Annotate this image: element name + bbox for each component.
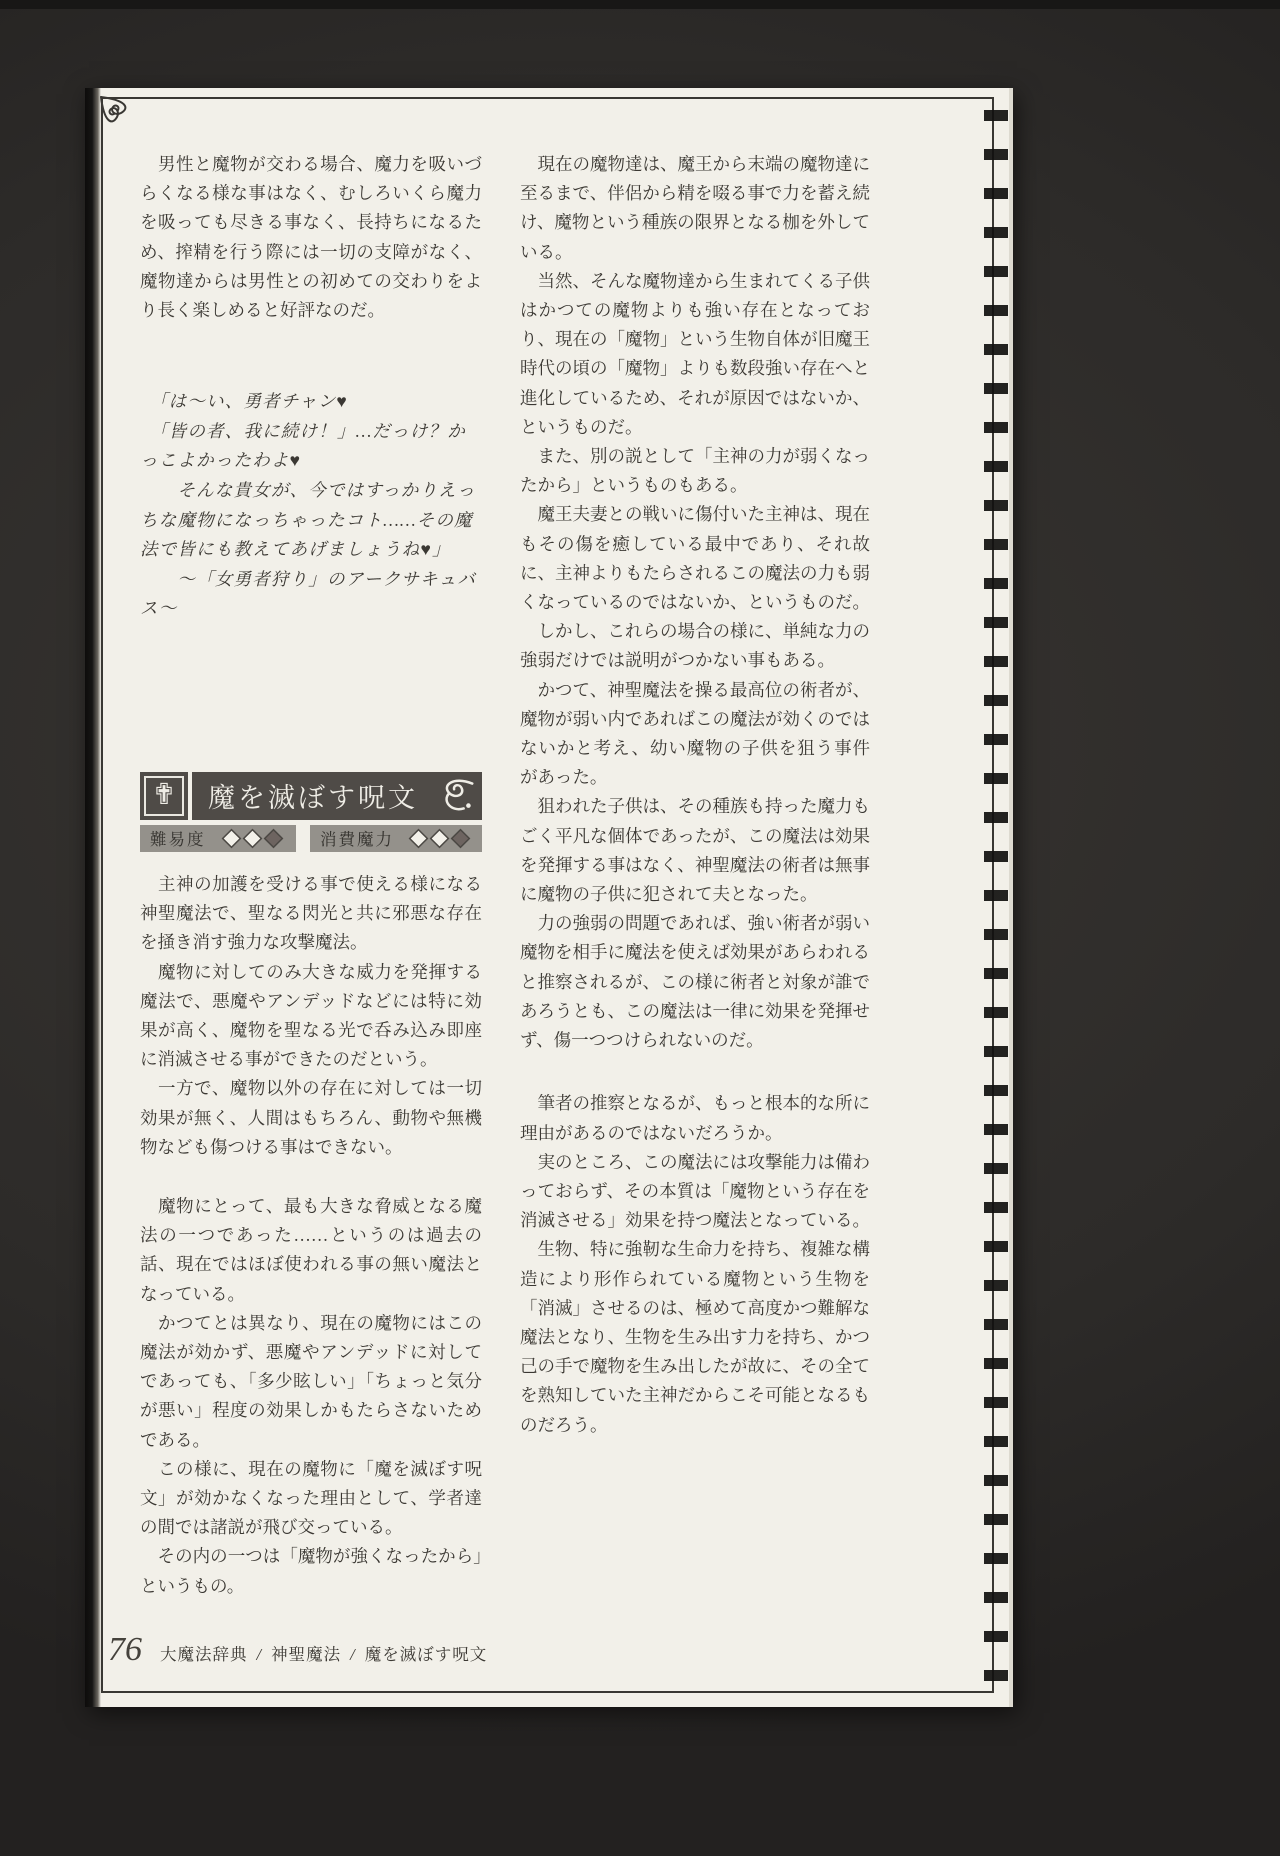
difficulty-badge (140, 825, 296, 852)
right-column-part1 (520, 150, 870, 1055)
paragraph: その内の一つは「魔物が強くなったから」というもの。 (140, 1546, 482, 1596)
section-body-part1 (140, 870, 482, 1162)
diamond-icon (266, 831, 282, 847)
section-header (140, 772, 482, 852)
mana-cost-label: 消費魔力 (320, 830, 394, 850)
paragraph: 実のところ、この魔法には攻撃能力は備わっておらず、その本質は「魔物という存在を消滅させる」効果を持つ魔法となっている。 (520, 1151, 870, 1231)
paragraph: 現在の魔物達は、魔王から末端の魔物達に至るまで、伴侶から精を啜る事で力を蓄え続け、魔物という種族の限界となる枷を外している。 (520, 154, 870, 262)
binding-stitches (984, 110, 1008, 1695)
paragraph: 当然、そんな魔物達から生まれてくる子供はかつての魔物よりも強い存在となっており、現在の「魔物」という生物自体が旧魔王時代の頃の「魔物」よりも数段強い存在へと進化しているため、それが原因ではないか、というものだ。 (520, 270, 870, 437)
breadcrumb-item: 魔を滅ぼす呪文 (364, 1645, 488, 1664)
quote-line: 「皆の者、我に続け！」…だっけ？かっこよかったわよ♥ (140, 420, 466, 471)
breadcrumb (160, 1641, 487, 1665)
diamond-icon (432, 831, 448, 847)
left-column (140, 150, 482, 1601)
stat-badges-row (140, 825, 482, 852)
right-column (520, 150, 870, 1601)
paragraph: 力の強弱の問題であれば、強い術者が弱い魔物を相手に魔法を使えば効果があらわれると推察されるが、この様に術者と対象が誰であろうとも、この魔法は一律に効果を発揮せず、傷一つつけられないのだ。 (520, 913, 870, 1051)
page-content (140, 150, 870, 1601)
banner-flourish-icon (434, 774, 478, 818)
paragraph: この様に、現在の魔物に「魔を滅ぼす呪文」が効かなくなった理由として、学者達の間では諸説が飛び交っている。 (140, 1458, 482, 1538)
breadcrumb-separator: / (350, 1645, 356, 1664)
difficulty-label: 難易度 (150, 830, 206, 850)
difficulty-diamonds (207, 833, 284, 844)
page-number: 76 (108, 1631, 142, 1668)
section-title-banner (192, 772, 482, 820)
quote-block (140, 387, 482, 624)
mana-cost-diamonds (394, 833, 471, 844)
paragraph: 主神の加護を受ける事で使える様になる神聖魔法で、聖なる閃光と共に邪悪な存在を掻き消す強力な攻撃魔法。 (140, 873, 482, 953)
breadcrumb-separator: / (256, 1645, 263, 1664)
page-footer (108, 1633, 487, 1667)
paragraph: 魔物にとって、最も大きな脅威となる魔法の一つであった……というのは過去の話、現在ではほぼ使われる事の無い魔法となっている。 (140, 1196, 482, 1304)
paragraph: 魔物に対してのみ大きな威力を発揮する魔法で、悪魔やアンデッドなどには特に効果が高く、魔物を聖なる光で呑み込み即座に消滅させる事ができたのだという。 (140, 961, 482, 1070)
paragraph: また、別の説として「主神の力が弱くなったから」というものもある。 (520, 446, 870, 496)
mana-cost-badge (310, 825, 482, 852)
diamond-icon (224, 831, 240, 847)
cross-icon: ✟ (151, 779, 177, 812)
section-title: 魔を滅ぼす呪文 (208, 783, 418, 814)
cross-box (140, 772, 188, 820)
paragraph: 男性と魔物が交わる場合、魔力を吸いづらくなる様な事はなく、むしろいくら魔力を吸っても尽きる事なく、長持ちになるため、搾精を行う際には一切の支障がなく、魔物達からは男性との初めての交わりをより長く楽しめると好評なのだ。 (140, 154, 482, 321)
right-column-part2 (520, 1089, 870, 1439)
paragraph: 魔王夫妻との戦いに傷付いた主神は、現在もその傷を癒している最中であり、それ故に、主神よりもたらされるこの魔法の力も弱くなっているのではないか、というものだ。 (520, 504, 870, 613)
section-banner-row (140, 772, 482, 820)
paragraph: 狙われた子供は、その種族も持った魔力もごく平凡な個体であったが、この魔法は効果を発揮する事はなく、神聖魔法の術者は無事に魔物の子供に犯されて夫となった。 (520, 796, 870, 905)
section-body-part2 (140, 1192, 482, 1601)
quote-line: 「は〜い、勇者チャン♥ (140, 391, 349, 412)
breadcrumb-item: 大魔法辞典 (160, 1645, 248, 1664)
paragraph: 筆者の推察となるが、もっと根本的な所に理由があるのではないだろうか。 (520, 1093, 870, 1143)
breadcrumb-item: 神聖魔法 (271, 1645, 342, 1664)
quote-line: 〜「女勇者狩り」のアークサキュバス〜 (140, 568, 477, 619)
paragraph: 生物、特に強靭な生命力を持ち、複雑な構造により形作られている魔物という生物を「消滅」させるのは、極めて高度かつ難解な魔法となり、生物を生み出す力を持ち、かつ己の手で魔物を生み出したが故に、その全てを熟知していた主神だからこそ可能となるものだろう。 (520, 1239, 870, 1435)
paragraph: しかし、これらの場合の様に、単純な力の強弱だけでは説明がつかない事もある。 (520, 621, 870, 671)
paragraph: かつてとは異なり、現在の魔物にはこの魔法が効かず、悪魔やアンデッドに対してであっても、「多少眩しい」「ちょっと気分が悪い」程度の効果しかもたらさないためである。 (140, 1312, 482, 1450)
diamond-icon (245, 831, 261, 847)
quote-line: そんな貴女が、今ではすっかりえっちな魔物になっちゃったコト……その魔法で皆にも教えてあげましょうね♥」 (140, 480, 476, 560)
corner-flourish-icon (100, 96, 146, 142)
intro-paragraphs (140, 150, 482, 325)
diamond-icon (411, 831, 427, 847)
diamond-icon (453, 831, 469, 847)
paragraph: かつて、神聖魔法を操る最高位の術者が、魔物が弱い内であればこの魔法が効くのではないかと考え、幼い魔物の子供を狙う事件があった。 (520, 679, 870, 788)
paragraph: 一方で、魔物以外の存在に対しては一切効果が無く、人間はもちろん、動物や無機物なども傷つける事はできない。 (140, 1078, 482, 1157)
scanned-page (85, 88, 1013, 1707)
